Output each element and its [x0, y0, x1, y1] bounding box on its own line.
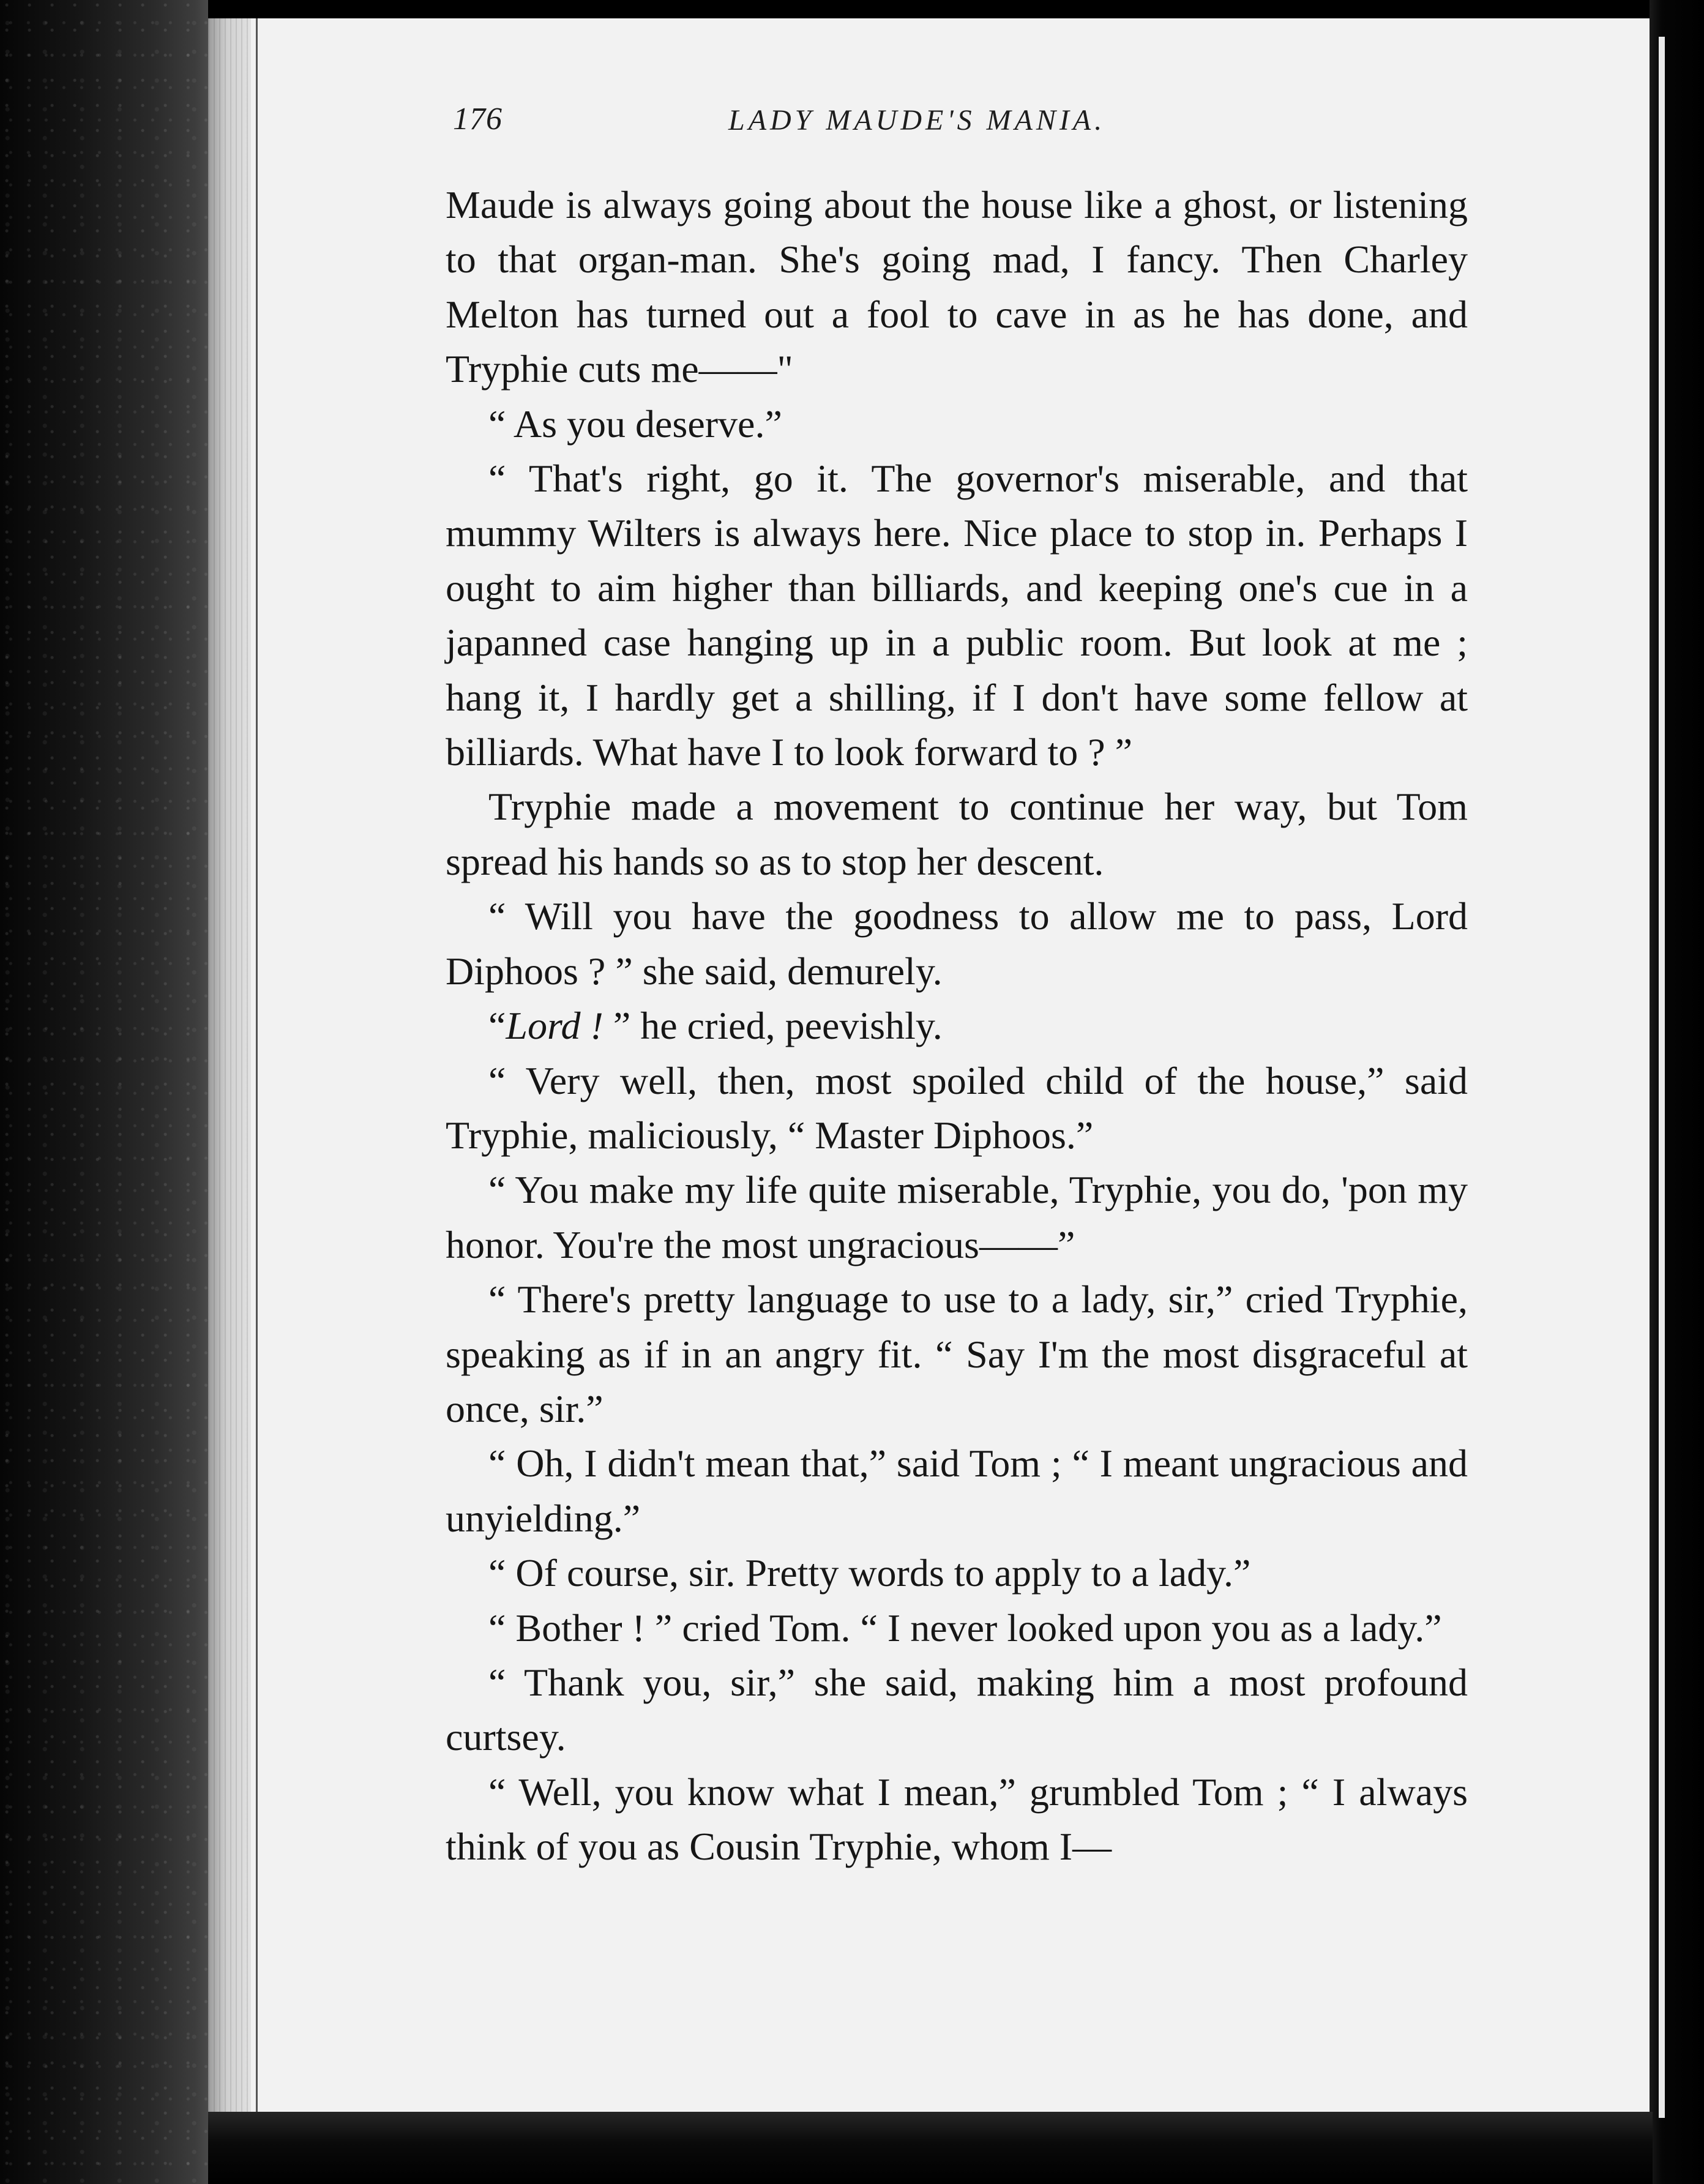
italic-word: Lord ! — [506, 1004, 604, 1048]
facing-page-edge — [1650, 0, 1704, 2184]
paragraph: Tryphie made a movement to continue her way, but Tom spread his hands so as to stop her descent. — [446, 785, 1468, 883]
paragraph: “ There's pretty language to use to a lady, sir,” cried Tryphie, speaking as if in an angry fit. “ Say I'm the most disgraceful at once, sir.” — [446, 1277, 1468, 1430]
paragraph: Maude is always going about the house like a ghost, or listening to that organ-man. She's going mad, I fancy. Then Charley Melton has turned out a fool to cave in as he has done, and Tryphie cuts me——" — [446, 183, 1468, 391]
paragraph-rest: ” he cried, peevishly. — [603, 1004, 943, 1048]
paragraph: “ Well, you know what I mean,” grumbled Tom ; “ I always think of you as Cousin Tryphie, whom I— — [446, 1770, 1468, 1869]
paragraph — [446, 998, 1468, 1053]
page-gutter — [208, 18, 251, 2112]
paragraph: “ That's right, go it. The governor's miserable, and that mummy Wilters is always here. Nice place to stop in. Perhaps I ought to aim higher than billiards, and keeping one's cue in a japanned case hanging up in a public room. But look at me ; hang it, I hardly get a shilling, if I don't have some fellow at billiards. What have I to look forward to ? ” — [446, 457, 1468, 774]
paragraph: “ Oh, I didn't mean that,” said Tom ; “ I meant ungracious and unyielding.” — [446, 1442, 1468, 1540]
running-head-title: LADY MAUDE'S MANIA. — [728, 104, 1106, 136]
paragraph: “ Bother ! ” cried Tom. “ I never looked upon you as a lady.” — [488, 1606, 1442, 1650]
paragraph: “ As you deserve.” — [488, 402, 782, 446]
scan-bottom-edge — [208, 2112, 1653, 2184]
book-spine-edge — [0, 0, 208, 2184]
paragraph: “ Of course, sir. Pretty words to apply to a lady.” — [488, 1551, 1251, 1595]
running-head — [453, 101, 1206, 150]
paragraph: “ Thank you, sir,” she said, making him a most profound curtsey. — [446, 1660, 1468, 1759]
paragraph: “ Very well, then, most spoiled child of the house,” said Tryphie, maliciously, “ Master Diphoos.” — [446, 1058, 1468, 1157]
body-text — [446, 178, 1468, 1874]
facing-page-strip — [1659, 37, 1665, 2118]
page-number: 176 — [453, 102, 503, 136]
paragraph: “ Will you have the goodness to allow me to pass, Lord Diphoos ? ” she said, demurely. — [446, 894, 1468, 993]
paragraph: “ You make my life quite miserable, Tryphie, you do, 'pon my honor. You're the most ungracious——” — [446, 1168, 1468, 1266]
quote-mark: “ — [488, 1004, 506, 1048]
page-edge-line — [256, 18, 258, 2112]
